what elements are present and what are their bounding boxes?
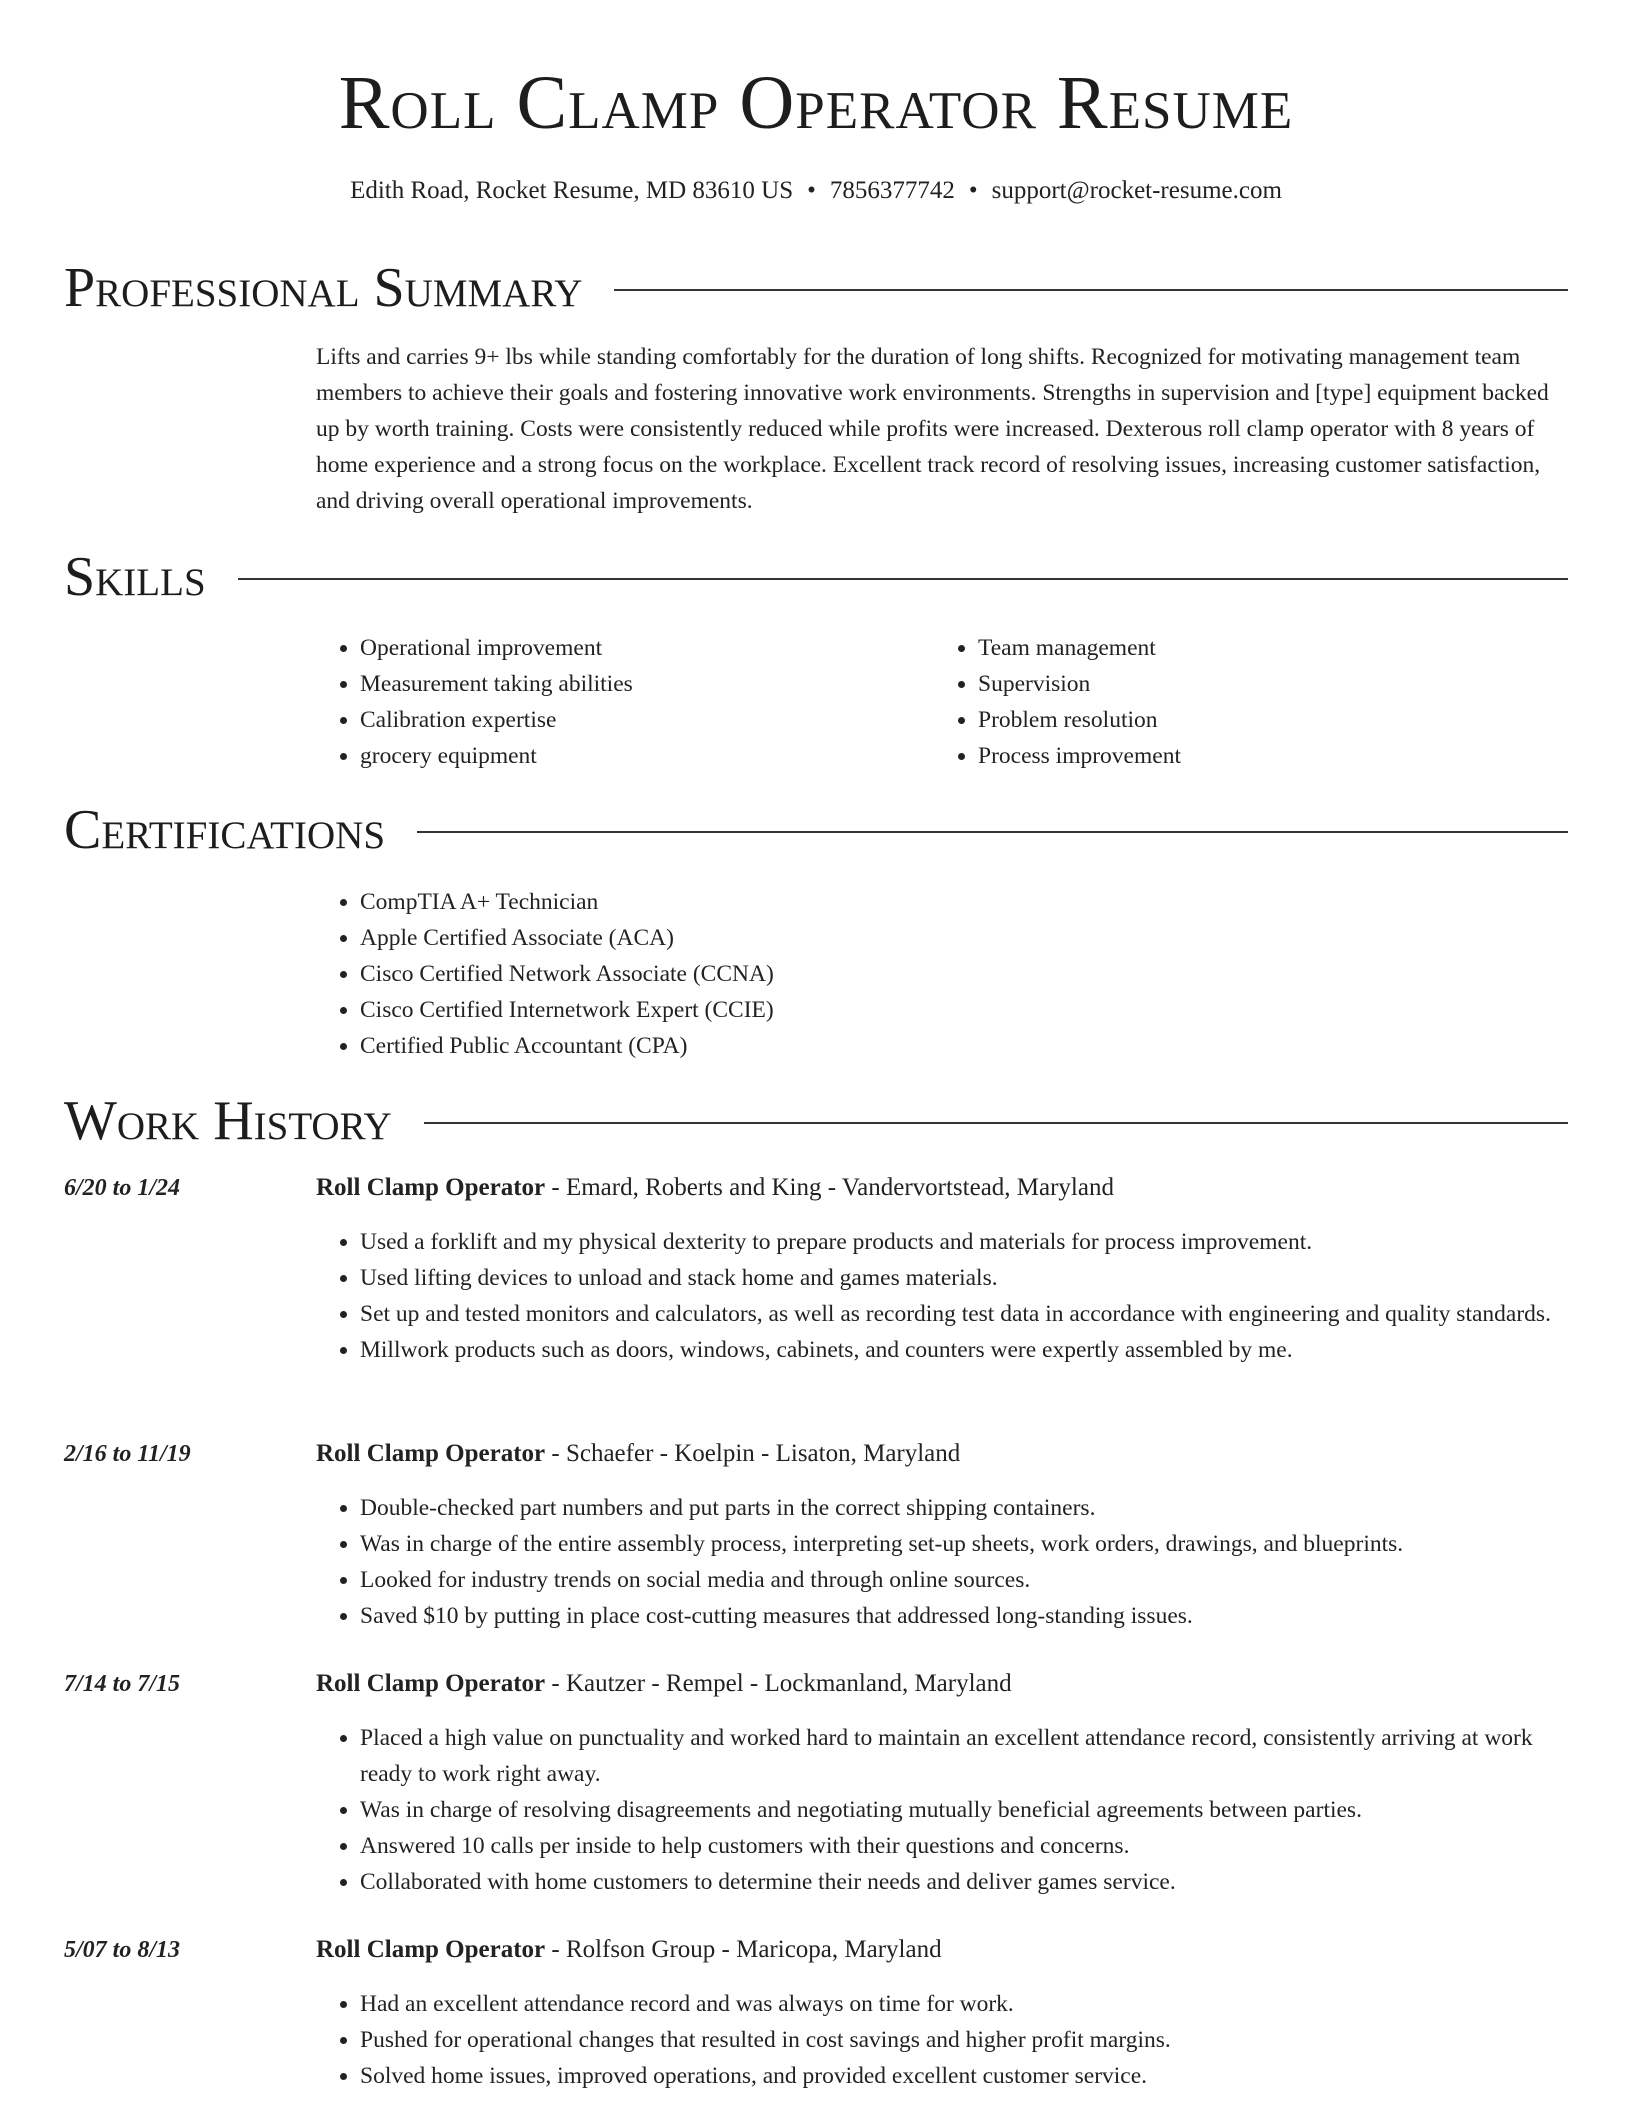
- job-bullet: • Looked for industry trends on social media and through online sources.: [360, 1562, 1568, 1598]
- job-bullets: [316, 1986, 1568, 2094]
- certifications-heading: Certifications: [64, 799, 386, 861]
- section-divider: [424, 1122, 1568, 1124]
- job-bullet: • Placed a high value on punctuality and worked hard to maintain an excellent attendance record, consistently arriving at work ready to work right away.: [360, 1720, 1568, 1792]
- skill-item: • Team management: [978, 630, 1534, 666]
- job-bullets: [316, 1224, 1568, 1368]
- job-bullet: • Millwork products such as doors, windows, cabinets, and counters were expertly assembled by me.: [360, 1332, 1568, 1368]
- job-bullet: • Pushed for operational changes that resulted in cost savings and higher profit margins.: [360, 2022, 1568, 2058]
- job-heading: [316, 1666, 1568, 1702]
- job-bullet: • Used a forklift and my physical dexterity to prepare products and materials for process improvement.: [360, 1224, 1568, 1260]
- skills-column-left: [316, 630, 916, 774]
- job-bullet: • Was in charge of resolving disagreements and negotiating mutually beneficial agreements between parties.: [360, 1792, 1568, 1828]
- phone: 7856377742: [829, 177, 955, 204]
- job-dates: 7/14 to 7/15: [64, 1671, 181, 1697]
- skill-item: • Measurement taking abilities: [360, 666, 916, 702]
- skill-item: • Process improvement: [978, 738, 1534, 774]
- job-title: Roll Clamp Operator: [316, 1936, 546, 1963]
- job-employer-location: - Kautzer - Rempel - Lockmanland, Maryland: [545, 1670, 1012, 1697]
- job-bullet: • Double-checked part numbers and put parts in the correct shipping containers.: [360, 1490, 1568, 1526]
- work-history-section-header: [64, 1086, 1568, 1156]
- job-heading: [316, 1932, 1568, 1968]
- section-divider: [417, 831, 1568, 833]
- skill-item: • Supervision: [978, 666, 1534, 702]
- summary-heading: Professional Summary: [64, 257, 583, 319]
- skills-section-header: [64, 542, 1568, 612]
- job-bullet: • Answered 10 calls per inside to help customers with their questions and concerns.: [360, 1828, 1568, 1864]
- job-dates: 2/16 to 11/19: [64, 1441, 191, 1467]
- job-bullet: • Was in charge of the entire assembly process, interpreting set-up sheets, work orders, drawings, and blueprints.: [360, 1526, 1568, 1562]
- job-bullet: • Used lifting devices to unload and stack home and games materials.: [360, 1260, 1568, 1296]
- skills-heading: Skills: [64, 546, 206, 608]
- address: Edith Road, Rocket Resume, MD 83610 US: [350, 177, 794, 204]
- resume-title: Roll Clamp Operator Resume: [338, 61, 1294, 145]
- job-heading: [316, 1170, 1568, 1206]
- certification-item: • Certified Public Accountant (CPA): [360, 1028, 1316, 1064]
- summary-text: Lifts and carries 9+ lbs while standing comfortably for the duration of long shifts. Recognized for motivating management team members to achieve their goals and fostering innovative work environments. Strengths in supervision and [type] equipment backed up by worth training. Costs were consistently reduced while profits were increased. Dexterous roll clamp operator with 8 years of home experience and a strong focus on the workplace. Excellent track record of resolving issues, increasing customer satisfaction, and driving overall operational improvements.: [316, 344, 1549, 514]
- job-bullet: • Set up and tested monitors and calculators, as well as recording test data in accordance with engineering and quality standards.: [360, 1296, 1568, 1332]
- skill-item: • grocery equipment: [360, 738, 916, 774]
- work-history-heading: Work History: [64, 1090, 392, 1152]
- job-heading: [316, 1436, 1568, 1472]
- skills-column-right: [934, 630, 1534, 774]
- job-bullet: • Saved $10 by putting in place cost-cutting measures that addressed long-standing issues.: [360, 1598, 1568, 1634]
- skill-item: • Calibration expertise: [360, 702, 916, 738]
- job-title: Roll Clamp Operator: [316, 1174, 546, 1201]
- job-bullets: [316, 1490, 1568, 1634]
- section-divider: [238, 578, 1568, 580]
- job-employer-location: - Rolfson Group - Maricopa, Maryland: [545, 1936, 942, 1963]
- certifications-section-header: [64, 795, 1568, 865]
- email: support@rocket-resume.com: [991, 177, 1282, 204]
- job-title: Roll Clamp Operator: [316, 1440, 546, 1467]
- contact-separator: •: [968, 177, 978, 204]
- job-bullets: [316, 1720, 1568, 1900]
- certifications-list: [316, 884, 1316, 1064]
- job-dates: 6/20 to 1/24: [64, 1175, 181, 1201]
- skill-item: • Problem resolution: [978, 702, 1534, 738]
- certification-item: • Cisco Certified Network Associate (CCNA): [360, 956, 1316, 992]
- job-bullet: • Collaborated with home customers to determine their needs and deliver games service.: [360, 1864, 1568, 1900]
- skill-item: • Operational improvement: [360, 630, 916, 666]
- job-employer-location: - Emard, Roberts and King - Vandervortstead, Maryland: [545, 1174, 1114, 1201]
- job-employer-location: - Schaefer - Koelpin - Lisaton, Maryland: [545, 1440, 961, 1467]
- section-divider: [614, 289, 1568, 291]
- contact-separator: •: [807, 177, 816, 204]
- summary-section-header: [64, 253, 1568, 323]
- job-bullet: • Solved home issues, improved operations, and provided excellent customer service.: [360, 2058, 1568, 2094]
- certification-item: • CompTIA A+ Technician: [360, 884, 1316, 920]
- job-title: Roll Clamp Operator: [316, 1670, 546, 1697]
- contact-line: [0, 174, 1632, 208]
- job-dates: 5/07 to 8/13: [64, 1937, 181, 1963]
- job-bullet: • Had an excellent attendance record and was always on time for work.: [360, 1986, 1568, 2022]
- certification-item: • Apple Certified Associate (ACA): [360, 920, 1316, 956]
- certification-item: • Cisco Certified Internetwork Expert (CCIE): [360, 992, 1316, 1028]
